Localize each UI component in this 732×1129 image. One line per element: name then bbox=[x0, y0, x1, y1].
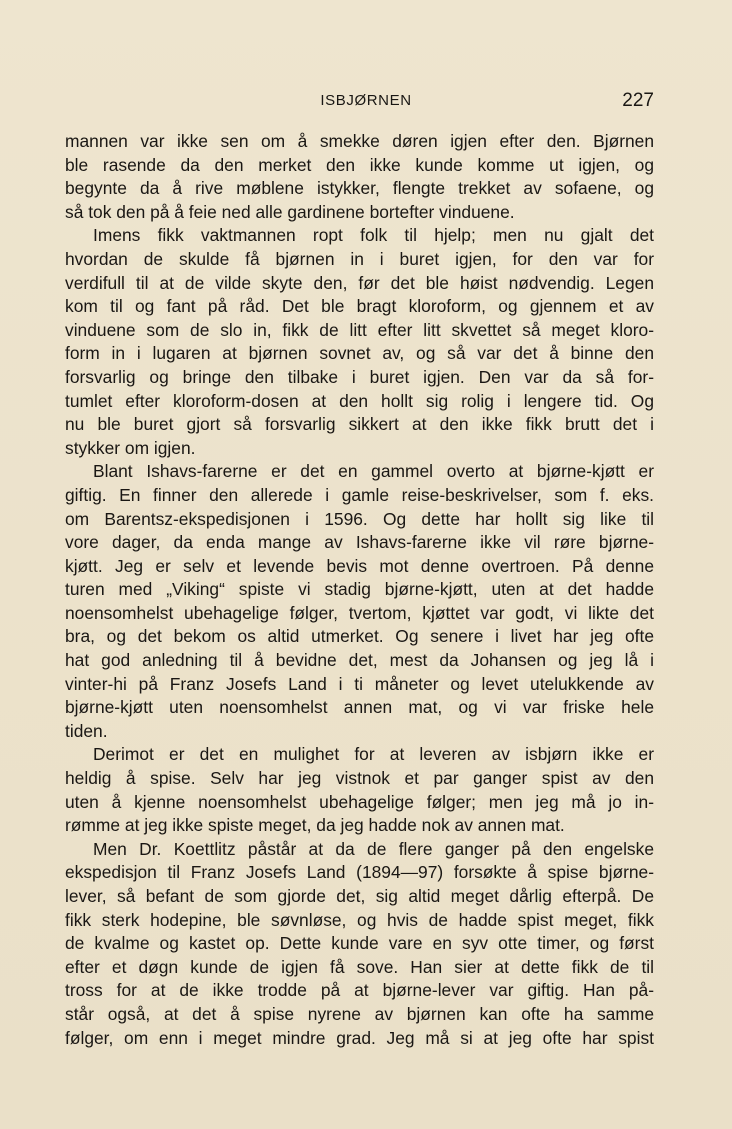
text-line: Derimot er det en mulighet for at leveren av isbjørn ikke er bbox=[93, 744, 654, 765]
text-line: verdifull til at de vilde skyte den, før det ble høist nødvendig. Legen bbox=[65, 272, 654, 293]
running-head bbox=[0, 90, 732, 114]
text-line: bra, og det bekom os altid utmerket. Og senere i livet har jeg ofte bbox=[65, 626, 654, 647]
text-line: ekspedisjon til Franz Josefs Land (1894—97) forsøkte å spise bjørne- bbox=[65, 862, 654, 883]
text-line: fikk sterk hodepine, ble søvnløse, og hvis de hadde spist meget, fikk bbox=[65, 909, 654, 930]
text-line: bjørne-kjøtt uten noensomhelst annen mat, og vi var friske hele bbox=[65, 697, 654, 718]
body-text bbox=[65, 130, 654, 1050]
text-line: lever, så befant de som gjorde det, sig altid meget dårlig efterpå. De bbox=[65, 886, 654, 906]
running-title: ISBJØRNEN bbox=[320, 92, 412, 109]
text-line: uten å kjenne noensomhelst ubehagelige følger; men jeg må jo in- bbox=[65, 791, 654, 812]
text-line: de kvalme og kastet op. Dette kunde vare en syv otte timer, og først bbox=[65, 933, 654, 954]
text-line: turen med „Viking“ spiste vi stadig bjørne-kjøtt, uten at det hadde bbox=[65, 579, 654, 600]
text-line: følger, om enn i meget mindre grad. Jeg må si at jeg ofte har spist bbox=[65, 1027, 654, 1048]
text-line: Men Dr. Koettlitz påstår at da de flere ganger på den engelske bbox=[93, 838, 654, 859]
text-line: tross for at de ikke trodde på at bjørne-lever var giftig. Han på- bbox=[65, 980, 654, 1001]
text-line: stykker om igjen. bbox=[65, 437, 196, 458]
text-line: noensomhelst ubehagelige følger, tvertom, kjøttet var godt, vi likte det bbox=[65, 602, 654, 623]
text-line: kjøtt. Jeg er selv et levende bevis mot denne overtroen. På denne bbox=[65, 555, 654, 576]
text-line: hat god anledning til å bevidne det, mest da Johansen og jeg lå i bbox=[65, 650, 654, 671]
page-number: 227 bbox=[622, 90, 654, 111]
text-line: Blant Ishavs-farerne er det en gammel overto at bjørne-kjøtt er bbox=[93, 461, 654, 482]
text-line: rømme at jeg ikke spiste meget, da jeg hadde nok av annen mat. bbox=[65, 815, 565, 836]
text-line: heldig å spise. Selv har jeg vistnok et par ganger spist av den bbox=[65, 768, 654, 789]
text-line: forsvarlig og bringe den tilbake i buret igjen. Den var da så for- bbox=[65, 366, 654, 387]
text-line: begynte da å rive møblene istykker, flengte trekket av sofaene, og bbox=[65, 178, 654, 199]
text-line: mannen var ikke sen om å smekke døren igjen efter den. Bjørnen bbox=[65, 131, 654, 151]
text-line: hvordan de skulde få bjørnen in i buret igjen, for den var for bbox=[65, 248, 654, 269]
text-line: om Barentsz-ekspedisjonen i 1596. Og dette har hollt sig like til bbox=[65, 508, 654, 529]
text-line: tiden. bbox=[65, 720, 108, 741]
text-line: så tok den på å feie ned alle gardinene bortefter vinduene. bbox=[65, 201, 515, 222]
text-line: kom til og fant på råd. Det ble bragt kloroform, og gjennem et av bbox=[65, 296, 654, 317]
text-line: nu ble buret gjort så forsvarlig sikkert at den ikke fikk brutt det i bbox=[65, 414, 654, 435]
text-line: giftig. En finner den allerede i gamle reise-beskrivelser, som f. eks. bbox=[65, 484, 654, 505]
text-line: står også, at det å spise nyrene av bjørnen kan ofte ha samme bbox=[65, 1003, 654, 1024]
text-line: efter et døgn kunde de igjen få sove. Han sier at dette fikk de til bbox=[65, 956, 654, 977]
text-line: vinter-hi på Franz Josefs Land i ti måneter og levet utelukkende av bbox=[65, 673, 654, 694]
text-line: Imens fikk vaktmannen ropt folk til hjelp; men nu gjalt det bbox=[93, 225, 654, 246]
text-line: ble rasende da den merket den ikke kunde komme ut igjen, og bbox=[65, 154, 654, 175]
text-line: tumlet efter kloroform-dosen at den hollt sig rolig i lengere tid. Og bbox=[65, 390, 654, 411]
text-line: form in i lugaren at bjørnen sovnet av, og så var det å binne den bbox=[65, 343, 654, 364]
text-line: vore dager, da enda mange av Ishavs-farerne ikke vil røre bjørne- bbox=[65, 532, 654, 553]
text-line: vinduene som de slo in, fikk de litt efter litt skvettet så meget kloro- bbox=[65, 319, 654, 340]
